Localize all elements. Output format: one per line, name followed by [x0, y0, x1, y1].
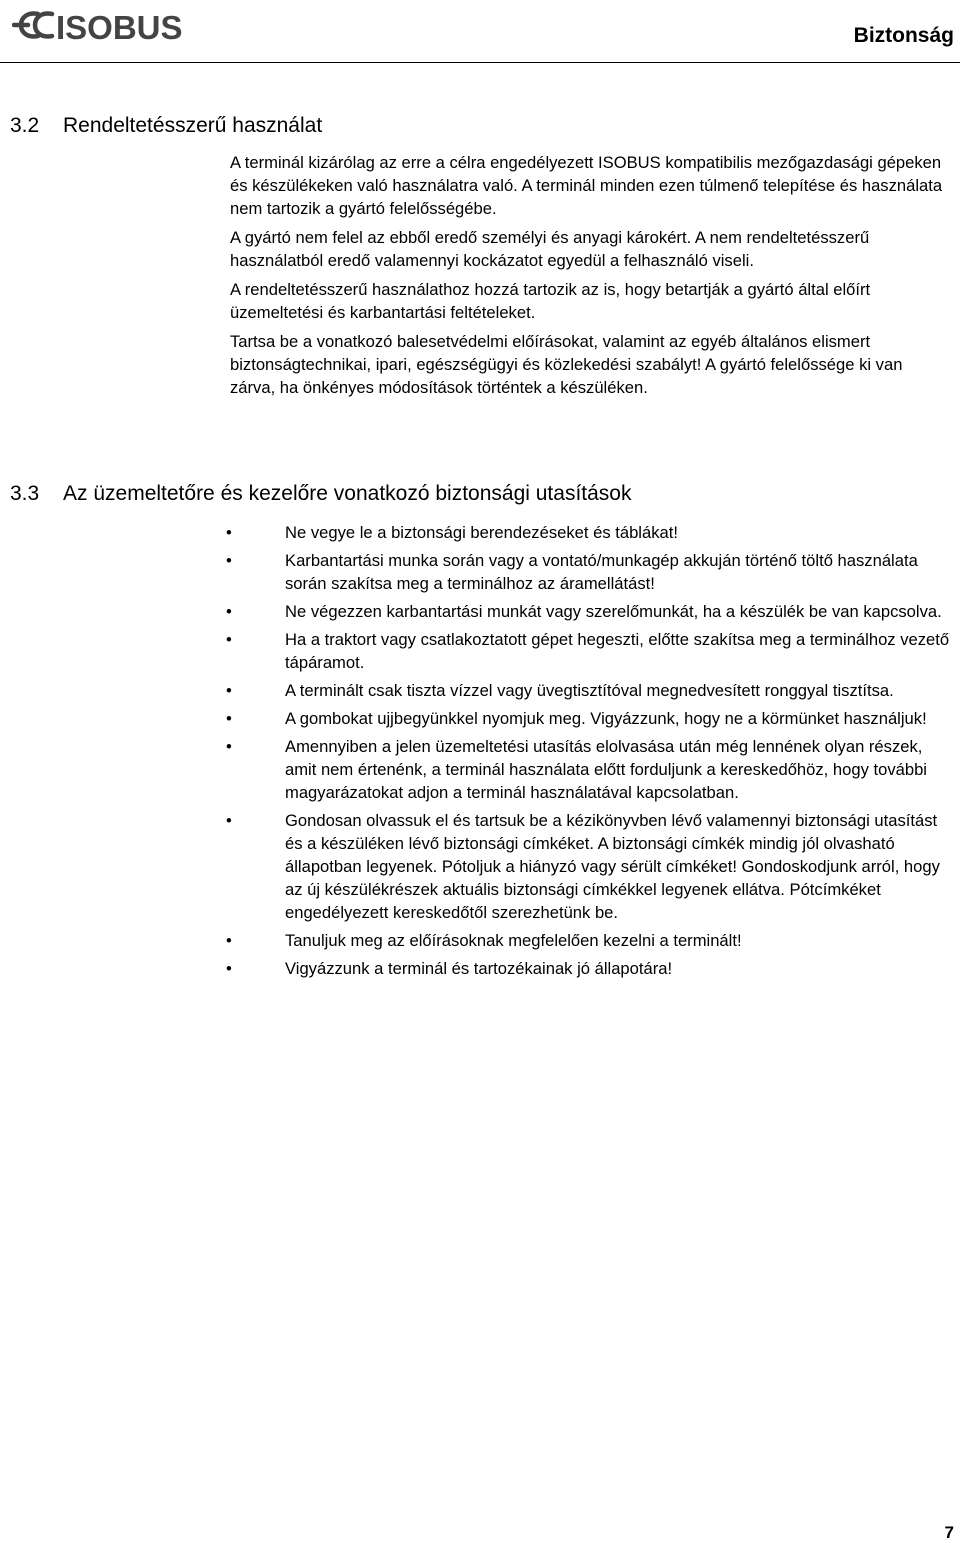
bullet-icon: •: [226, 737, 232, 756]
bullet-icon: •: [226, 630, 232, 649]
section-heading-3-2: [10, 114, 322, 138]
list-item-text: Tanuljuk meg az előírásoknak megfelelően kezelni a terminált!: [285, 931, 742, 950]
list-item-text: Vigyázzunk a terminál és tartozékainak jó állapotára!: [285, 959, 673, 978]
section-number: 3.2: [10, 114, 40, 137]
list-item: [224, 521, 954, 544]
isobus-logo: [12, 4, 217, 53]
paragraph: Tartsa be a vonatkozó balesetvédelmi előírásokat, valamint az egyéb általános elismert biztonságtechnikai, ipari, egészségügyi és közlekedési szabályt! A gyártó felelőssége ki van zárva, ha önkényes módosítások történtek a készüléken.: [230, 332, 903, 397]
bullet-icon: •: [226, 602, 232, 621]
list-item: [224, 735, 954, 804]
list-item-text: Ne vegye le a biztonsági berendezéseket és táblákat!: [285, 523, 678, 542]
section-title: Az üzemeltetőre és kezelőre vonatkozó biztonsági utasítások: [63, 482, 632, 505]
bullet-icon: •: [226, 931, 232, 950]
header-divider: [0, 62, 960, 63]
list-item-text: Amennyiben a jelen üzemeltetési utasítás elolvasása után még lennének olyan részek, amit nem értenénk, a terminál használata előtt forduljunk a kereskedőhöz, hogy további magyarázatokat adjon a terminál használatával kapcsolatban.: [285, 737, 927, 802]
list-item: [224, 929, 954, 952]
list-item: [224, 957, 954, 980]
list-item: [224, 600, 954, 623]
list-item: [224, 707, 954, 730]
list-item: [224, 679, 954, 702]
bullet-icon: •: [226, 523, 232, 542]
logo-text: ISOBUS: [56, 9, 183, 46]
list-item-text: Ha a traktort vagy csatlakoztatott gépet hegeszti, előtte szakítsa meg a terminálhoz vezető tápáramot.: [285, 630, 950, 672]
page-header: [0, 0, 960, 60]
list-item-text: A gombokat ujjbegyünkkel nyomjuk meg. Vigyázzunk, hogy ne a körmünket használjuk!: [285, 709, 927, 728]
list-item-text: A terminált csak tiszta vízzel vagy üvegtisztítóval megnedvesített ronggyal tisztítsa.: [285, 681, 894, 700]
bullet-icon: •: [226, 709, 232, 728]
page-number: 7: [944, 1523, 954, 1542]
list-item-text: Ne végezzen karbantartási munkát vagy szerelőmunkát, ha a készülék be van kapcsolva.: [285, 602, 942, 621]
paragraph: A gyártó nem felel az ebből eredő személyi és anyagi károkért. A nem rendeltetésszerű használatból eredő valamennyi kockázatot egyedül a felhasználó viseli.: [230, 228, 870, 270]
list-item: [224, 809, 954, 924]
section-3-2-body: [230, 151, 950, 405]
list-item: [224, 549, 954, 595]
header-section-title: Biztonság: [853, 24, 954, 47]
safety-instructions-list: [224, 521, 954, 985]
bullet-icon: •: [226, 681, 232, 700]
list-item-text: Karbantartási munka során vagy a vontató/munkagép akkuján történő töltő használata során szakítsa meg a terminálhoz az áramellátást!: [285, 551, 918, 593]
section-heading-3-3: [10, 482, 631, 506]
bullet-icon: •: [226, 551, 232, 570]
paragraph: A terminál kizárólag az erre a célra engedélyezett ISOBUS kompatibilis mezőgazdasági gépeken és készülékeken való használatra való. A terminál minden ezen túlmenő telepítése és használata nem tartozik a gyártó felelősségébe.: [230, 153, 943, 218]
section-number: 3.3: [10, 482, 40, 505]
bullet-icon: •: [226, 811, 232, 830]
list-item-text: Gondosan olvassuk el és tartsuk be a kézikönyvben lévő valamennyi biztonsági utasítást és a készüléken lévő biztonsági címkéket. A biztonsági címkék mindig jól olvasható állapotban legyenek. Pótoljuk a hiányzó vagy sérült címkéket! Gondoskodjunk arról, hogy az új készülékrészek aktuális biztonsági címkékkel legyenek ellátva. Pótcímkéket engedélyezett kereskedőtől szerezhetünk be.: [285, 811, 940, 922]
bullet-icon: •: [226, 959, 232, 978]
list-item: [224, 628, 954, 674]
section-title: Rendeltetésszerű használat: [63, 114, 323, 137]
paragraph: A rendeltetésszerű használathoz hozzá tartozik az is, hogy betartják a gyártó által előírt üzemeltetési és karbantartási feltételeket.: [230, 280, 871, 322]
